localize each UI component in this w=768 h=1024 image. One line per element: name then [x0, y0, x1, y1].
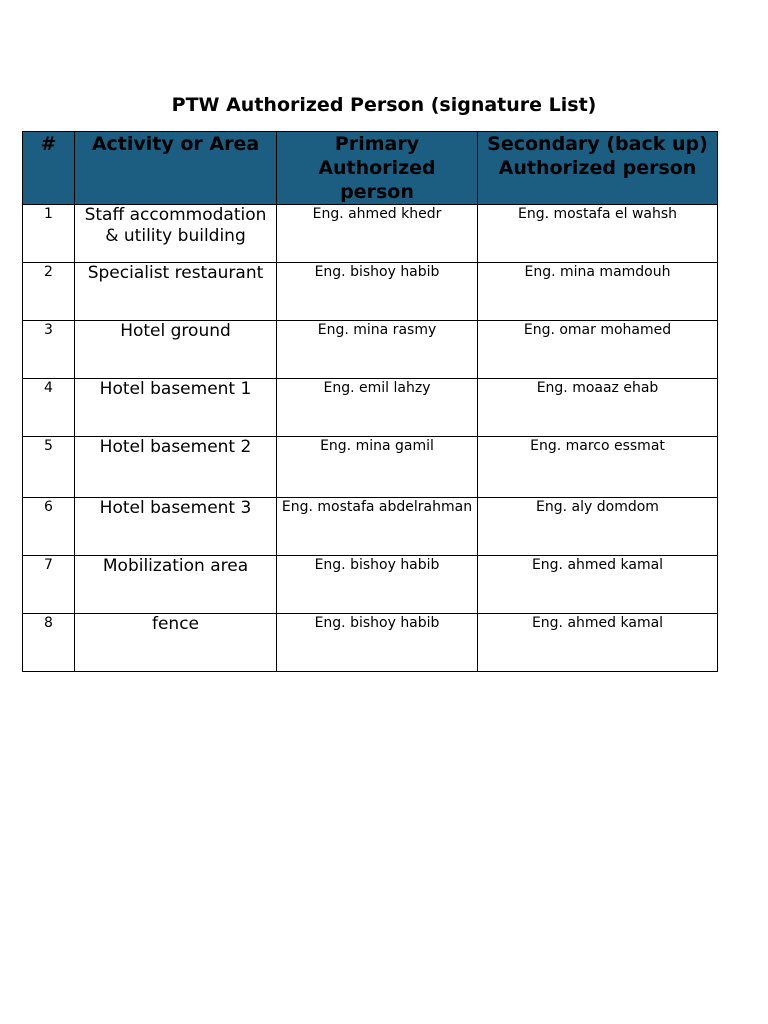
row-number: 1 — [23, 205, 75, 263]
row-number: 7 — [23, 556, 75, 614]
header-activity: Activity or Area — [75, 132, 277, 205]
table-row — [23, 205, 718, 263]
table-row — [23, 614, 718, 672]
row-primary-person: Eng. bishoy habib — [277, 556, 478, 614]
row-activity: Hotel ground — [75, 321, 277, 379]
table-row — [23, 263, 718, 321]
row-primary-person: Eng. mina rasmy — [277, 321, 478, 379]
row-primary-person: Eng. bishoy habib — [277, 614, 478, 672]
row-secondary-person: Eng. omar mohamed — [478, 321, 718, 379]
row-primary-person: Eng. emil lahzy — [277, 379, 478, 437]
row-activity: Staff accommodation & utility building — [75, 205, 277, 263]
row-secondary-person: Eng. aly domdom — [478, 498, 718, 556]
row-secondary-person: Eng. ahmed kamal — [478, 614, 718, 672]
row-primary-person: Eng. mostafa abdelrahman — [277, 498, 478, 556]
document-title: PTW Authorized Person (signature List) — [171, 94, 597, 116]
table-row — [23, 556, 718, 614]
row-secondary-person: Eng. mostafa el wahsh — [478, 205, 718, 263]
row-number: 6 — [23, 498, 75, 556]
row-secondary-person: Eng. ahmed kamal — [478, 556, 718, 614]
row-activity: Mobilization area — [75, 556, 277, 614]
table-header-row — [23, 132, 718, 205]
table-row — [23, 379, 718, 437]
header-secondary: Secondary (back up) Authorized person — [478, 132, 718, 205]
header-primary: Primary Authorized person — [277, 132, 478, 205]
row-activity: Specialist restaurant — [75, 263, 277, 321]
header-number: # — [23, 132, 75, 205]
row-activity: Hotel basement 1 — [75, 379, 277, 437]
row-secondary-person: Eng. moaaz ehab — [478, 379, 718, 437]
row-number: 4 — [23, 379, 75, 437]
row-secondary-person: Eng. marco essmat — [478, 437, 718, 498]
row-activity: Hotel basement 2 — [75, 437, 277, 498]
table-row — [23, 321, 718, 379]
table-row — [23, 498, 718, 556]
row-number: 8 — [23, 614, 75, 672]
row-primary-person: Eng. ahmed khedr — [277, 205, 478, 263]
row-number: 5 — [23, 437, 75, 498]
row-number: 2 — [23, 263, 75, 321]
row-activity: Hotel basement 3 — [75, 498, 277, 556]
row-activity: fence — [75, 614, 277, 672]
row-primary-person: Eng. mina gamil — [277, 437, 478, 498]
authorized-person-table — [22, 131, 718, 672]
row-number: 3 — [23, 321, 75, 379]
row-primary-person: Eng. bishoy habib — [277, 263, 478, 321]
table-row — [23, 437, 718, 498]
row-secondary-person: Eng. mina mamdouh — [478, 263, 718, 321]
